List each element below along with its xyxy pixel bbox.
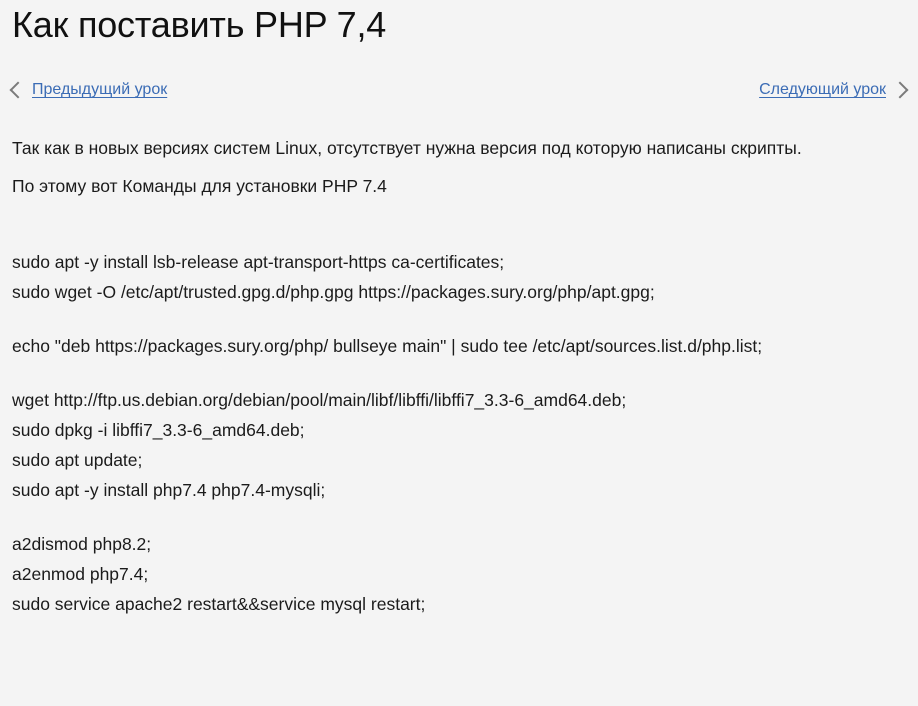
- command-line: a2enmod php7.4;: [12, 564, 149, 585]
- command-block: [12, 247, 906, 307]
- command-line: sudo dpkg -i libffi7_3.3-6_amd64.deb;: [12, 420, 305, 441]
- command-line: sudo apt -y install lsb-release apt-transport-https ca-certificates;: [12, 252, 505, 273]
- previous-lesson-label: Предыдущий урок: [32, 81, 168, 99]
- content-spacer: [12, 201, 906, 247]
- command-line: sudo service apache2 restart&&service mysql restart;: [12, 594, 426, 615]
- chevron-right-icon: [892, 82, 909, 99]
- command-line: a2dismod php8.2;: [12, 534, 152, 555]
- next-lesson-label: Следующий урок: [759, 81, 886, 99]
- command-line: sudo apt update;: [12, 450, 143, 471]
- chevron-left-icon: [10, 82, 27, 99]
- command-line: sudo apt -y install php7.4 php7.4-mysqli;: [12, 480, 326, 501]
- command-line: echo "deb https://packages.sury.org/php/ bullseye main" | sudo tee /etc/apt/sources.list.d/php.list;: [12, 336, 763, 357]
- command-line: sudo wget -O /etc/apt/trusted.gpg.d/php.gpg https://packages.sury.org/php/apt.gpg;: [12, 282, 655, 303]
- lesson-navigation: [12, 73, 906, 107]
- previous-lesson-link[interactable]: [12, 81, 167, 99]
- command-line: wget http://ftp.us.debian.org/debian/pool/main/libf/libffi/libffi7_3.3-6_amd64.deb;: [12, 390, 627, 411]
- next-lesson-link[interactable]: [759, 81, 906, 99]
- lesson-content: [12, 133, 906, 619]
- page-title: Как поставить PHP 7,4: [12, 4, 387, 45]
- command-block: [12, 331, 906, 361]
- command-block: [12, 385, 906, 505]
- intro-paragraph-2: По этому вот Команды для установки PHP 7.4: [12, 176, 387, 197]
- paragraph-spacer: [12, 163, 906, 171]
- intro-paragraph-1: Так как в новых версиях систем Linux, отсутствует нужна версия под которую написаны скрипты.: [12, 138, 802, 159]
- command-block: [12, 529, 906, 619]
